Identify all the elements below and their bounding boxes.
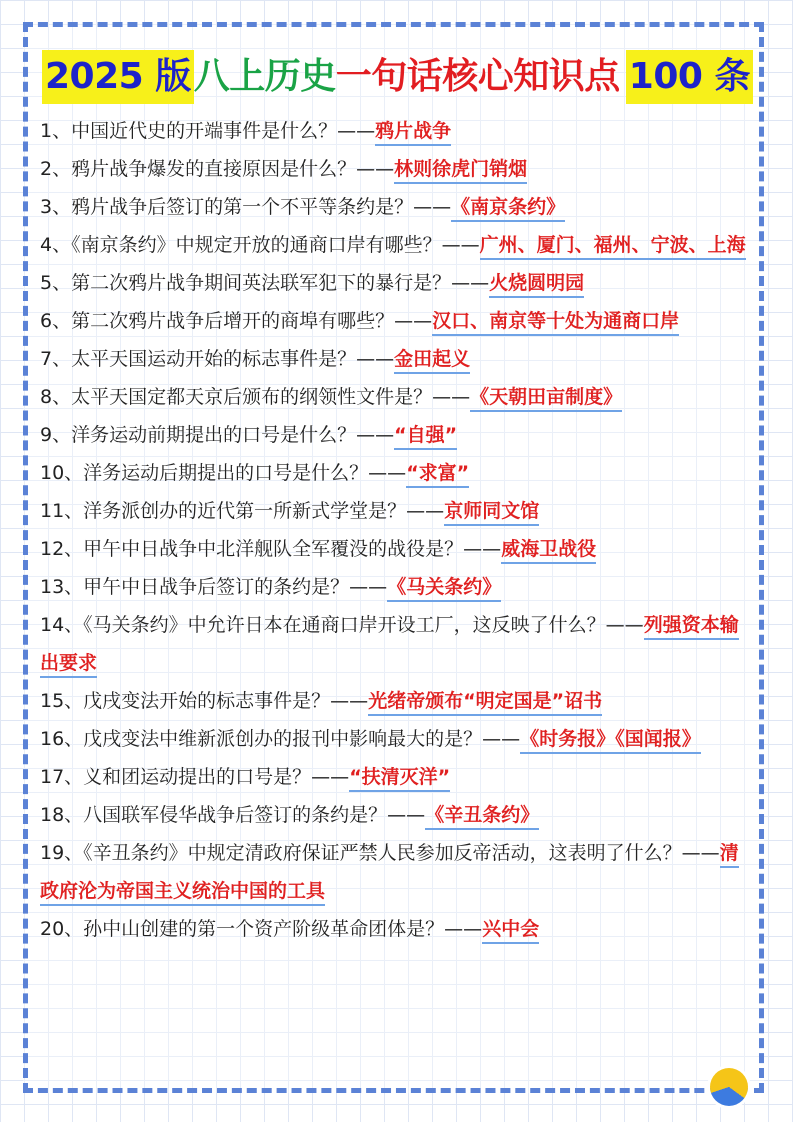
- question-text: 1、中国近代史的开端事件是什么？——: [40, 120, 376, 142]
- answer-text: 《南京条约》: [451, 196, 565, 222]
- answer-text: “求富”: [406, 462, 469, 488]
- list-item: [40, 606, 755, 682]
- qa-list: [40, 112, 755, 948]
- list-item: [40, 492, 755, 530]
- list-item: [40, 188, 755, 226]
- list-item: [40, 682, 755, 720]
- answer-text: 兴中会: [482, 918, 539, 944]
- answer-text: 火烧圆明园: [489, 272, 584, 298]
- question-text: 12、甲午中日战争中北洋舰队全军覆没的战役是？——: [40, 538, 502, 560]
- title-subject: 八上历史: [193, 56, 336, 97]
- answer-text: “扶清灭洋”: [349, 766, 450, 792]
- page-title: [42, 50, 754, 104]
- answer-text: 列强资本输出要求: [40, 614, 739, 678]
- list-item: [40, 378, 755, 416]
- list-item: [40, 150, 755, 188]
- answer-text: 汉口、南京等十处为通商口岸: [432, 310, 679, 336]
- question-text: 13、甲午中日战争后签订的条约是？——: [40, 576, 388, 598]
- question-text: 10、洋务运动后期提出的口号是什么？——: [40, 462, 407, 484]
- question-text: 9、洋务运动前期提出的口号是什么？——: [40, 424, 395, 446]
- question-text: 17、义和团运动提出的口号是？——: [40, 766, 350, 788]
- list-item: [40, 416, 755, 454]
- answer-text: 《天朝田亩制度》: [470, 386, 622, 412]
- list-item: [40, 720, 755, 758]
- question-text: 11、洋务派创办的近代第一所新式学堂是？——: [40, 500, 445, 522]
- answer-text: 京师同文馆: [444, 500, 539, 526]
- list-item: [40, 568, 755, 606]
- list-item: [40, 834, 755, 910]
- answer-text: 金田起义: [394, 348, 470, 374]
- list-item: [40, 226, 755, 264]
- list-item: [40, 796, 755, 834]
- answer-text: “自强”: [394, 424, 457, 450]
- question-text: 15、戊戌变法开始的标志事件是？——: [40, 690, 369, 712]
- answer-text: 威海卫战役: [501, 538, 596, 564]
- title-topic: 一句话核心知识点: [335, 56, 620, 97]
- question-text: 18、八国联军侵华战争后签订的条约是？——: [40, 804, 426, 826]
- question-text: 19、《辛丑条约》中规定清政府保证严禁人民参加反帝活动，这表明了什么？——: [40, 842, 720, 864]
- question-text: 7、太平天国运动开始的标志事件是？——: [40, 348, 395, 370]
- list-item: [40, 340, 755, 378]
- question-text: 14、《马关条约》中允许日本在通商口岸开设工厂，这反映了什么？——: [40, 614, 644, 636]
- list-item: [40, 530, 755, 568]
- answer-text: 《马关条约》: [387, 576, 501, 602]
- list-item: [40, 264, 755, 302]
- list-item: [40, 454, 755, 492]
- question-text: 2、鸦片战争爆发的直接原因是什么？——: [40, 158, 395, 180]
- question-text: 3、鸦片战争后签订的第一个不平等条约是？——: [40, 196, 452, 218]
- question-text: 20、孙中山创建的第一个资产阶级革命团体是？——: [40, 918, 483, 940]
- list-item: [40, 112, 755, 150]
- list-item: [40, 758, 755, 796]
- question-text: 4、《南京条约》中规定开放的通商口岸有哪些？——: [40, 234, 480, 256]
- question-text: 8、太平天国定都天京后颁布的纲领性文件是？——: [40, 386, 471, 408]
- answer-text: 《辛丑条约》: [425, 804, 539, 830]
- list-item: [40, 302, 755, 340]
- question-text: 16、戊戌变法中维新派创办的报刊中影响最大的是？——: [40, 728, 521, 750]
- corner-logo-icon: [710, 1068, 748, 1106]
- answer-text: 《时务报》《国闻报》: [520, 728, 701, 754]
- answer-text: 林则徐虎门销烟: [394, 158, 527, 184]
- list-item: [40, 910, 755, 948]
- title-year: 2025 版: [42, 50, 194, 104]
- question-text: 6、第二次鸦片战争后增开的商埠有哪些？——: [40, 310, 433, 332]
- answer-text: 光绪帝颁布“明定国是”诏书: [368, 690, 602, 716]
- answer-text: 广州、厦门、福州、宁波、上海: [480, 234, 746, 260]
- answer-text: 清政府沦为帝国主义统治中国的工具: [40, 842, 739, 906]
- question-text: 5、第二次鸦片战争期间英法联军犯下的暴行是？——: [40, 272, 490, 294]
- answer-text: 鸦片战争: [375, 120, 451, 146]
- title-count: 100 条: [626, 50, 753, 104]
